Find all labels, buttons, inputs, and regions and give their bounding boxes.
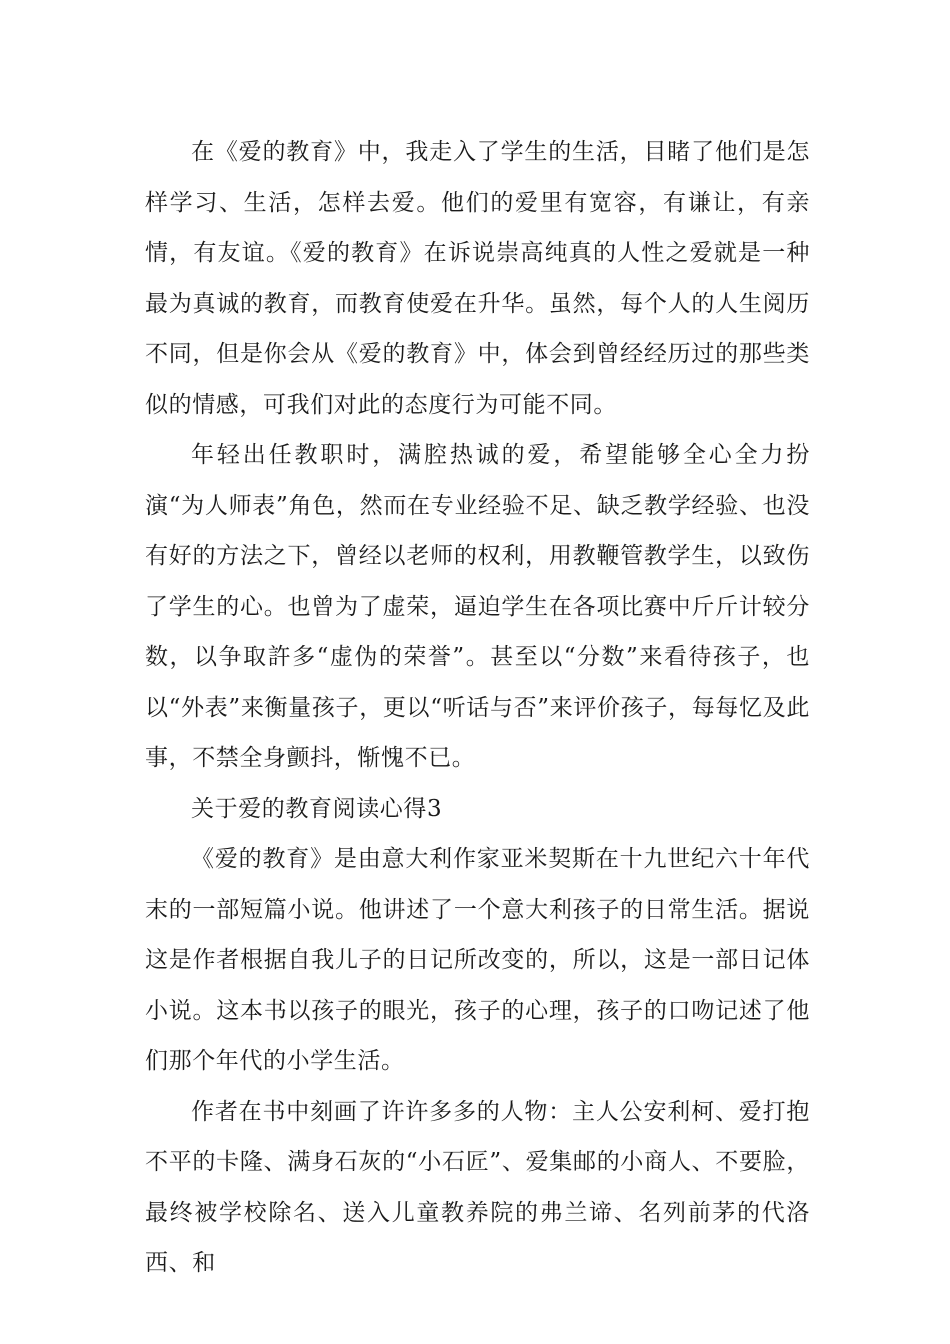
paragraph-2: 年轻出任教职时，满腔热诚的爱，希望能够全心全力扮演“为人师表”角色，然而在专业经验不足、缺乏教学经验、也没有好的方法之下，曾经以老师的权利，用教鞭管教学生，以致伤了学生的心。也曾为了虚荣，逼迫学生在各项比赛中斤斤计较分数，以争取許多“虚伪的荣誉”。甚至以“分数”来看待孩子，也以“外表”来衡量孩子，更以“听话与否”来评价孩子，每每忆及此事，不禁全身颤抖，惭愧不已。 [145,442,810,771]
paragraph-3: 《爱的教育》是由意大利作家亚米契斯在十九世纪六十年代末的一部短篇小说。他讲述了一个意大利孩子的日常生活。据说这是作者根据自我儿子的日记所改变的，所以，这是一部日记体小说。这本书以孩子的眼光，孩子的心理，孩子的口吻记述了他们那个年代的小学生活。 [145,846,810,1074]
document-body [145,127,810,1289]
paragraph-4: 作者在书中刻画了许许多多的人物：主人公安利柯、爱打抱不平的卡隆、满身石灰的“小石匠”、爱集邮的小商人、不要脸，最终被学校除名、送入儿童教养院的弗兰谛、名列前茅的代洛西、和 [145,1098,810,1276]
section-heading: 关于爱的教育阅读心得3 [191,795,443,822]
paragraph-1: 在《爱的教育》中，我走入了学生的生活，目睹了他们是怎样学习、生活，怎样去爱。他们的爱里有宽容，有谦让，有亲情，有友谊。《爱的教育》在诉说崇高纯真的人性之爱就是一种最为真诚的教育，而教育使爱在升华。虽然，每个人的人生阅历不同，但是你会从《爱的教育》中，体会到曾经经历过的那些类似的情感，可我们对此的态度行为可能不同。 [145,139,810,418]
